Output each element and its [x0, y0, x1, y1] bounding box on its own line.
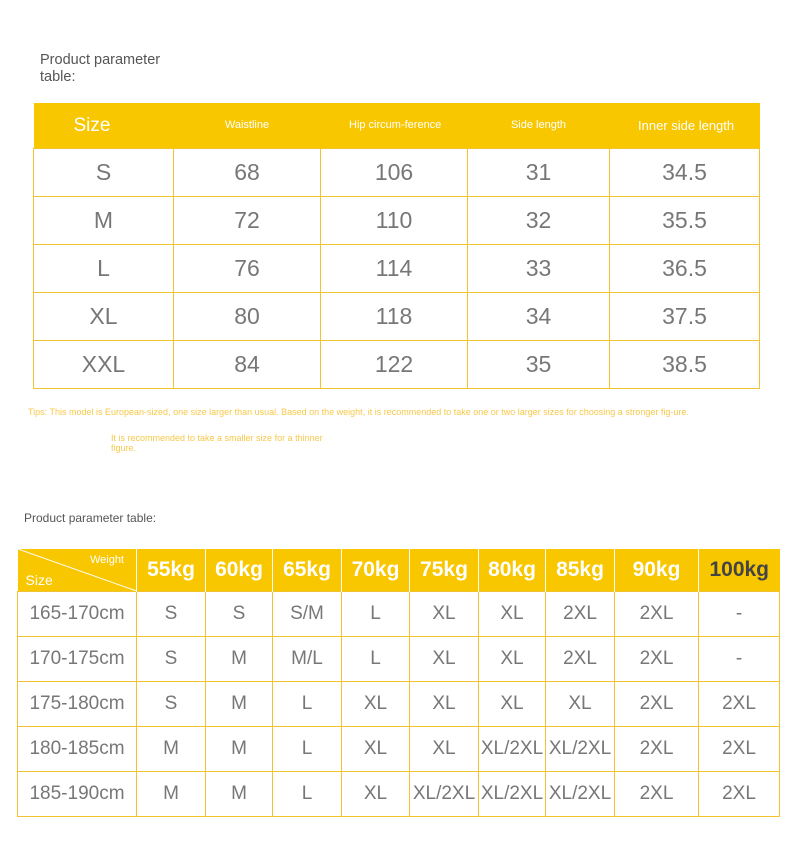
table2-header-row — [18, 549, 780, 592]
table-cell: 2XL — [546, 637, 615, 682]
height-cell: 180-185cm — [18, 727, 137, 772]
table-row — [18, 682, 780, 727]
table-cell: XL — [34, 293, 174, 341]
table-cell: XL — [342, 727, 410, 772]
table-cell: 35 — [468, 341, 610, 389]
table-cell: XL/2XL — [479, 772, 546, 817]
weight-header: 55kg — [137, 549, 206, 592]
table-row — [34, 293, 760, 341]
height-cell: 185-190cm — [18, 772, 137, 817]
table-cell: L — [342, 637, 410, 682]
table-cell: XL — [410, 637, 479, 682]
table-cell: 76 — [174, 245, 321, 293]
table-cell: M/L — [273, 637, 342, 682]
table-cell: M — [137, 727, 206, 772]
table-cell: XL — [479, 637, 546, 682]
weight-header: 75kg — [410, 549, 479, 592]
table-cell: XL — [342, 682, 410, 727]
table-cell: 34 — [468, 293, 610, 341]
weight-header: 90kg — [615, 549, 699, 592]
sizing-tip: Tips: This model is European-sized, one size larger than usual. Based on the weight, it is recommended to take one or two larger sizes for choosing a stronger fig-ure. — [28, 407, 689, 417]
table-cell: M — [206, 727, 273, 772]
table-cell: 2XL — [546, 592, 615, 637]
table-cell: L — [273, 727, 342, 772]
table-cell: 118 — [321, 293, 468, 341]
table2-title: Product parameter table: — [24, 511, 157, 525]
table-cell: 2XL — [615, 592, 699, 637]
header-waistline: Waistline — [174, 103, 321, 149]
table-cell: S — [34, 149, 174, 197]
table-row — [34, 341, 760, 389]
table-cell: S — [137, 592, 206, 637]
header-hip: Hip circum-ference — [321, 103, 468, 149]
table1-header-row — [34, 103, 760, 149]
table-cell: 72 — [174, 197, 321, 245]
table-cell: 2XL — [615, 682, 699, 727]
table-cell: S — [137, 682, 206, 727]
table-cell: M — [206, 637, 273, 682]
table-cell: S — [206, 592, 273, 637]
table-cell: XL — [479, 592, 546, 637]
table-cell: 38.5 — [610, 341, 760, 389]
table-cell: 2XL — [615, 637, 699, 682]
sizing-tip-secondary: It is recommended to take a smaller size for a thinner figure. — [111, 433, 323, 453]
table-cell: XL/2XL — [479, 727, 546, 772]
weight-header: 100kg — [699, 549, 780, 592]
table-cell: 34.5 — [610, 149, 760, 197]
table-cell: XL — [410, 682, 479, 727]
table-cell: 32 — [468, 197, 610, 245]
table-row — [18, 727, 780, 772]
table-cell: S/M — [273, 592, 342, 637]
height-cell: 170-175cm — [18, 637, 137, 682]
table-row — [34, 245, 760, 293]
table-cell: 2XL — [699, 772, 780, 817]
table-cell: XXL — [34, 341, 174, 389]
table-cell: M — [206, 682, 273, 727]
table-cell: 36.5 — [610, 245, 760, 293]
table-cell: S — [137, 637, 206, 682]
corner-header — [18, 549, 137, 592]
table-cell: - — [699, 592, 780, 637]
table-cell: XL — [342, 772, 410, 817]
table-cell: 2XL — [699, 682, 780, 727]
table-cell: 35.5 — [610, 197, 760, 245]
corner-size-label: Size — [25, 572, 53, 588]
table-cell: 110 — [321, 197, 468, 245]
table-cell: 2XL — [615, 772, 699, 817]
table-row — [34, 149, 760, 197]
header-inner-side-length: Inner side length — [610, 103, 760, 149]
weight-header: 85kg — [546, 549, 615, 592]
table-row — [18, 637, 780, 682]
table-cell: 84 — [174, 341, 321, 389]
height-cell: 175-180cm — [18, 682, 137, 727]
weight-header: 65kg — [273, 549, 342, 592]
size-parameter-table — [33, 103, 760, 389]
corner-weight-label: Weight — [89, 554, 124, 566]
weight-header: 60kg — [206, 549, 273, 592]
table-cell: XL — [410, 727, 479, 772]
table-cell: XL/2XL — [410, 772, 479, 817]
table-cell: - — [699, 637, 780, 682]
table-cell: L — [34, 245, 174, 293]
table-cell: 31 — [468, 149, 610, 197]
header-side-length: Side length — [468, 103, 610, 149]
height-cell: 165-170cm — [18, 592, 137, 637]
table-cell: 114 — [321, 245, 468, 293]
table-row — [18, 592, 780, 637]
table-cell: M — [34, 197, 174, 245]
table-cell: 2XL — [699, 727, 780, 772]
table-cell: XL/2XL — [546, 772, 615, 817]
weight-header: 80kg — [479, 549, 546, 592]
table-cell: L — [342, 592, 410, 637]
table-cell: 37.5 — [610, 293, 760, 341]
table-cell: M — [137, 772, 206, 817]
table1-title: Product parameter table: — [40, 52, 161, 85]
table-row — [18, 772, 780, 817]
weight-height-size-table — [17, 549, 780, 817]
table-cell: M — [206, 772, 273, 817]
table-cell: 122 — [321, 341, 468, 389]
table-cell: XL — [479, 682, 546, 727]
table-row — [34, 197, 760, 245]
table-cell: 33 — [468, 245, 610, 293]
table-cell: 80 — [174, 293, 321, 341]
header-size: Size — [34, 103, 174, 149]
weight-header: 70kg — [342, 549, 410, 592]
table-cell: 106 — [321, 149, 468, 197]
table-cell: XL/2XL — [546, 727, 615, 772]
table-cell: L — [273, 682, 342, 727]
table-cell: 68 — [174, 149, 321, 197]
table-cell: XL — [410, 592, 479, 637]
table-cell: 2XL — [615, 727, 699, 772]
table-cell: XL — [546, 682, 615, 727]
table-cell: L — [273, 772, 342, 817]
